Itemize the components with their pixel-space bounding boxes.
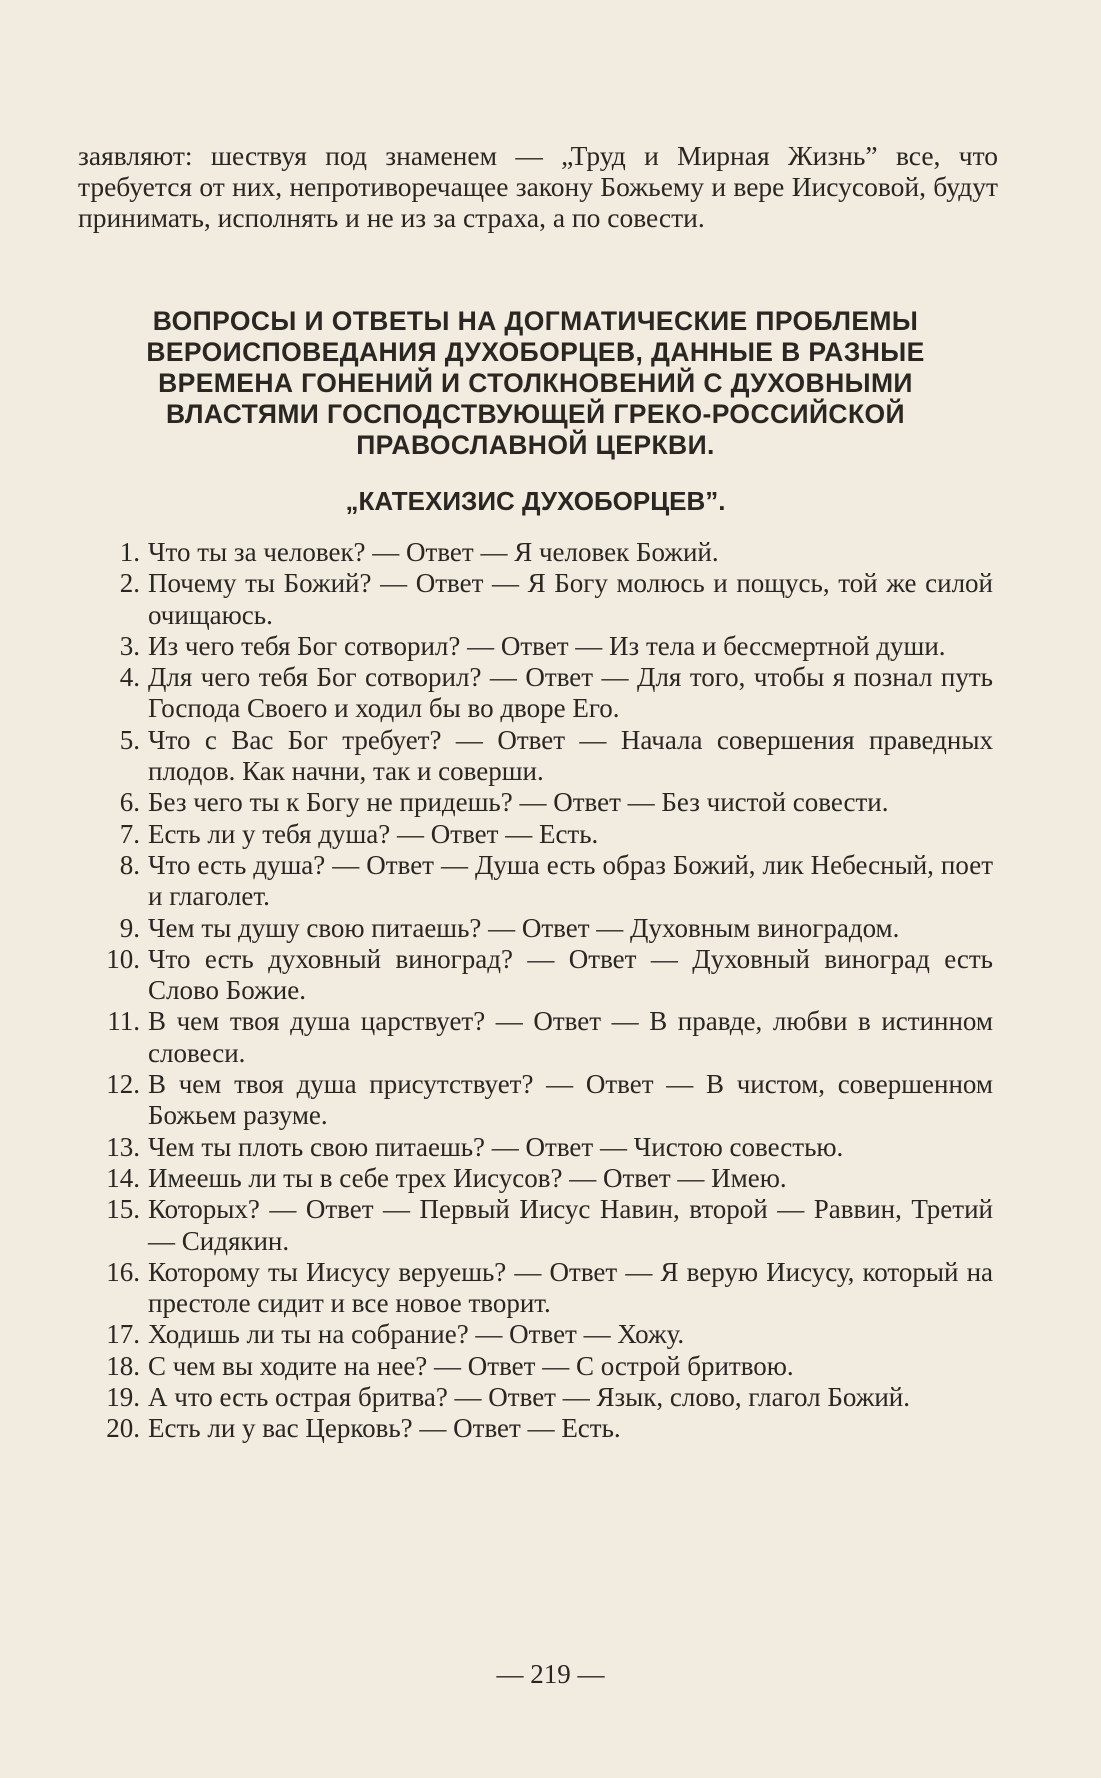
item-number: 11. (107, 1006, 140, 1037)
intro-paragraph (78, 140, 998, 233)
item-text: Из чего тебя Бог сотворил? — Ответ — Из тела и бессмертной души. (148, 630, 946, 661)
item-text: Которому ты Иисусу веруешь? — Ответ — Я верую Иисусу, который на престоле сидит и все новое творит. (148, 1256, 993, 1319)
item-text: В чем твоя душа царствует? — Ответ — В правде, любви в истинном словеси. (148, 1006, 993, 1068)
item-text: Ходишь ли ты на собрание? — Ответ — Хожу. (148, 1319, 685, 1350)
item-text: А что есть острая бритва? — Ответ — Язык, слово, глагол Божий. (148, 1382, 910, 1413)
list-item (78, 850, 993, 913)
list-item (78, 631, 993, 662)
item-number: 9. (119, 912, 140, 943)
list-item (78, 1351, 993, 1382)
list-item (78, 725, 993, 788)
item-number: 7. (119, 818, 140, 849)
list-item (78, 819, 993, 850)
item-number: 19. (106, 1382, 140, 1413)
item-number: 14. (106, 1162, 140, 1193)
item-number: 2. (119, 568, 140, 599)
list-item (78, 1413, 993, 1444)
list-item (78, 1132, 993, 1163)
item-text: Без чего ты к Богу не придешь? — Ответ — Без чистой совести. (148, 787, 889, 818)
item-text: Чем ты плоть свою питаешь? — Ответ — Чистою совестью. (148, 1131, 844, 1162)
list-item (78, 568, 993, 631)
catechism-title: „КАТЕХИЗИС ДУХОБОРЦЕВ”. (345, 486, 726, 516)
item-text: Что с Вас Бог требует? — Ответ — Начала совершения праведных плодов. Как начни, так и соверши. (148, 724, 993, 787)
list-item (78, 1382, 993, 1413)
item-text: Есть ли у вас Церковь? — Ответ — Есть. (148, 1413, 621, 1444)
item-text: Что есть душа? — Ответ — Душа есть образ Божий, лик Небесный, поет и глаголет. (148, 849, 993, 912)
item-text: В чем твоя душа присутствует? — Ответ — В чистом, совершенном Божьем разуме. (148, 1069, 993, 1131)
item-text: Которых? — Ответ — Первый Иисус Навин, второй — Раввин, Третий — Сидякин. (148, 1194, 993, 1256)
list-item (78, 662, 993, 725)
item-number: 13. (106, 1131, 140, 1162)
item-number: 5. (119, 724, 140, 755)
list-item (78, 944, 993, 1007)
list-item (78, 1319, 993, 1350)
list-item (78, 537, 993, 568)
item-text: Имеешь ли ты в себе трех Иисусов? — Ответ — Имею. (148, 1162, 787, 1193)
list-item (78, 1006, 993, 1069)
page-number: — 219 — (496, 1659, 605, 1689)
section-heading: ВОПРОСЫ И ОТВЕТЫ НА ДОГМАТИЧЕСКИЕ ПРОБЛЕМЫ ВЕРОИСПОВЕДАНИЯ ДУХОБОРЦЕВ, ДАННЫЕ В РАЗНЫЕ ВРЕМЕНА ГОНЕНИЙ И СТОЛКНОВЕНИЙ С ДУХОВНЫМИ ВЛАСТЯМИ ГОСПОДСТВУЮЩЕЙ ГРЕКО-РОССИЙСКОЙ ПРАВОСЛАВНОЙ ЦЕРКВИ. (146, 306, 925, 460)
item-number: 6. (119, 787, 140, 818)
item-text: С чем вы ходите на нее? — Ответ — С острой бритвою. (148, 1350, 794, 1381)
question-answer-list (78, 537, 993, 1445)
list-item (78, 913, 993, 944)
item-text: Что ты за человек? — Ответ — Я человек Божий. (148, 537, 719, 567)
item-number: 17. (106, 1319, 140, 1350)
item-number: 8. (119, 849, 140, 880)
item-number: 3. (119, 630, 140, 661)
item-text: Есть ли у тебя душа? — Ответ — Есть. (148, 818, 599, 849)
item-text: Чем ты душу свою питаешь? — Ответ — Духовным виноградом. (148, 912, 900, 943)
item-text: Что есть духовный виноград? — Ответ — Духовный виноград есть Слово Божие. (148, 943, 993, 1006)
item-number: 16. (106, 1256, 140, 1287)
item-text: Для чего тебя Бог сотворил? — Ответ — Для того, чтобы я познал путь Господа Своего и ходил бы во дворе Его. (148, 662, 993, 724)
list-item (78, 787, 993, 818)
item-number: 4. (119, 662, 140, 693)
item-number: 12. (106, 1069, 140, 1100)
item-text: Почему ты Божий? — Ответ — Я Богу молюсь и пощусь, той же силой очищаюсь. (148, 568, 993, 630)
list-item (78, 1257, 993, 1320)
list-item (78, 1069, 993, 1132)
list-item (78, 1163, 993, 1194)
item-number: 10. (106, 943, 140, 974)
item-number: 20. (106, 1413, 140, 1444)
list-item (78, 1194, 993, 1257)
item-number: 1. (119, 537, 140, 567)
intro-text: заявляют: шествуя под знаменем — „Труд и Мирная Жизнь” все, что требуется от них, непротиворечащее закону Божьему и вере Иисусовой, будут принимать, исполнять и не из за страха, а по совести. (78, 140, 998, 233)
item-number: 15. (106, 1194, 140, 1225)
item-number: 18. (106, 1350, 140, 1381)
